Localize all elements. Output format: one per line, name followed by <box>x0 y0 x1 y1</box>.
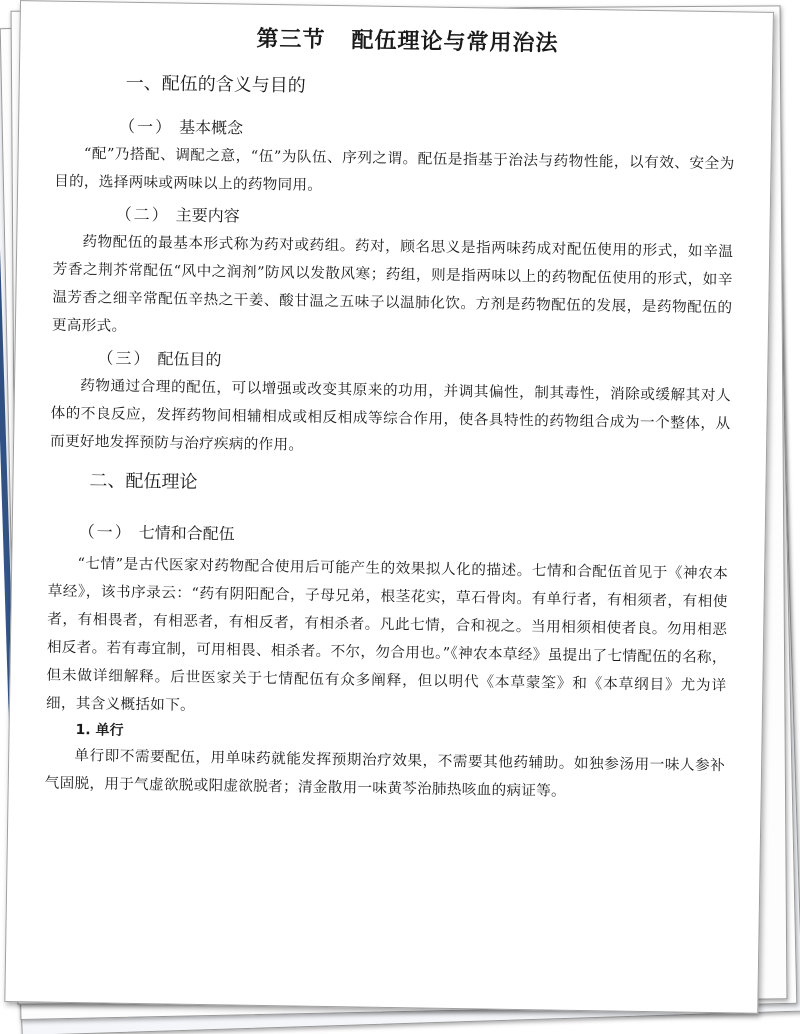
section-title-text: 配伍理论与常用治法 <box>351 27 559 57</box>
heading-2: 二、配伍理论 <box>89 470 198 493</box>
paragraph-basic-concept: “配”乃搭配、调配之意，“伍”为队伍、序列之谓。配伍是指基于治法与药物性能，以有效、安全为目的，选择两味或两味以上的药物同用。 <box>54 145 735 194</box>
page-content <box>45 16 737 809</box>
heading-1: 一、配伍的含义与目的 <box>125 72 306 97</box>
document-page <box>4 0 774 1014</box>
paragraph-main-content: 药物配伍的最基本形式称为药对或药组。药对，顾名思义是指两味药成对配伍使用的形式，如辛温芳香之荆芥常配伍“风中之润剂”防风以发散风寒；药组，则是指两味以上的药物配伍使用的形式，如辛温芳香之细辛常配伍辛热之干姜、酸甘温之五味子以温肺化饮。方剂是药物配伍的发展，是药物配伍的更高形式。 <box>51 233 734 335</box>
item-heading-single: 1. 单行 <box>75 722 124 739</box>
subheading-title: 七情和合配伍 <box>138 523 235 544</box>
subheading-number: （一） <box>78 522 133 542</box>
subheading-number: （三） <box>97 348 152 369</box>
paragraph-single-use: 单行即不需要配伍，用单味药就能发挥预期治疗效果，不需要其他药辅助。如独参汤用一味人参补气固脱，用于气虚欲脱或阳虚欲脱者；清金散用一味黄芩治肺热咳血的病证等。 <box>44 747 726 800</box>
section-title <box>56 16 737 67</box>
subheading-number: （二） <box>115 204 170 225</box>
paragraph-purpose: 药物通过合理的配伍，可以增强或改变其原来的功用，并调其偏性，制其毒性，消除或缓解其对人体的不良反应，发挥药物间相辅相成或相反相成等综合作用，使各具特性的药物组合成为一个整体，从而更好地发挥预防与治疗疾病的作用。 <box>49 377 732 454</box>
subheading-title: 主要内容 <box>175 205 240 226</box>
paragraph-seven-emotions: “七情”是古代医家对药物配合使用后可能产生的效果拟人化的描述。七情和合配伍首见于《神农本草经》，该书序录云：“药有阴阳配合，子母兄弟，根茎花实，草石骨肉。有单行者，有相须者，有相使者，有相畏者，有相恶者，有相反者，有相杀者。凡此七情，合和视之。当用相须相使者良。勿用相恶相反者。若有毒宜制，可用相畏、相杀者。不尔，勿合用也。”《神农本草经》虽提出了七情配伍的名称，但未做详细解释。后世医家关于七情配伍有众多阐释，但以明代《本草蒙筌》和《本草纲目》尤为详细，其含义概括如下。 <box>45 555 729 714</box>
subheading-number: （一） <box>118 116 174 137</box>
subheading-title: 基本概念 <box>178 117 244 138</box>
subheading-title: 配伍目的 <box>157 349 222 370</box>
section-title-label: 第三节 <box>256 25 326 53</box>
